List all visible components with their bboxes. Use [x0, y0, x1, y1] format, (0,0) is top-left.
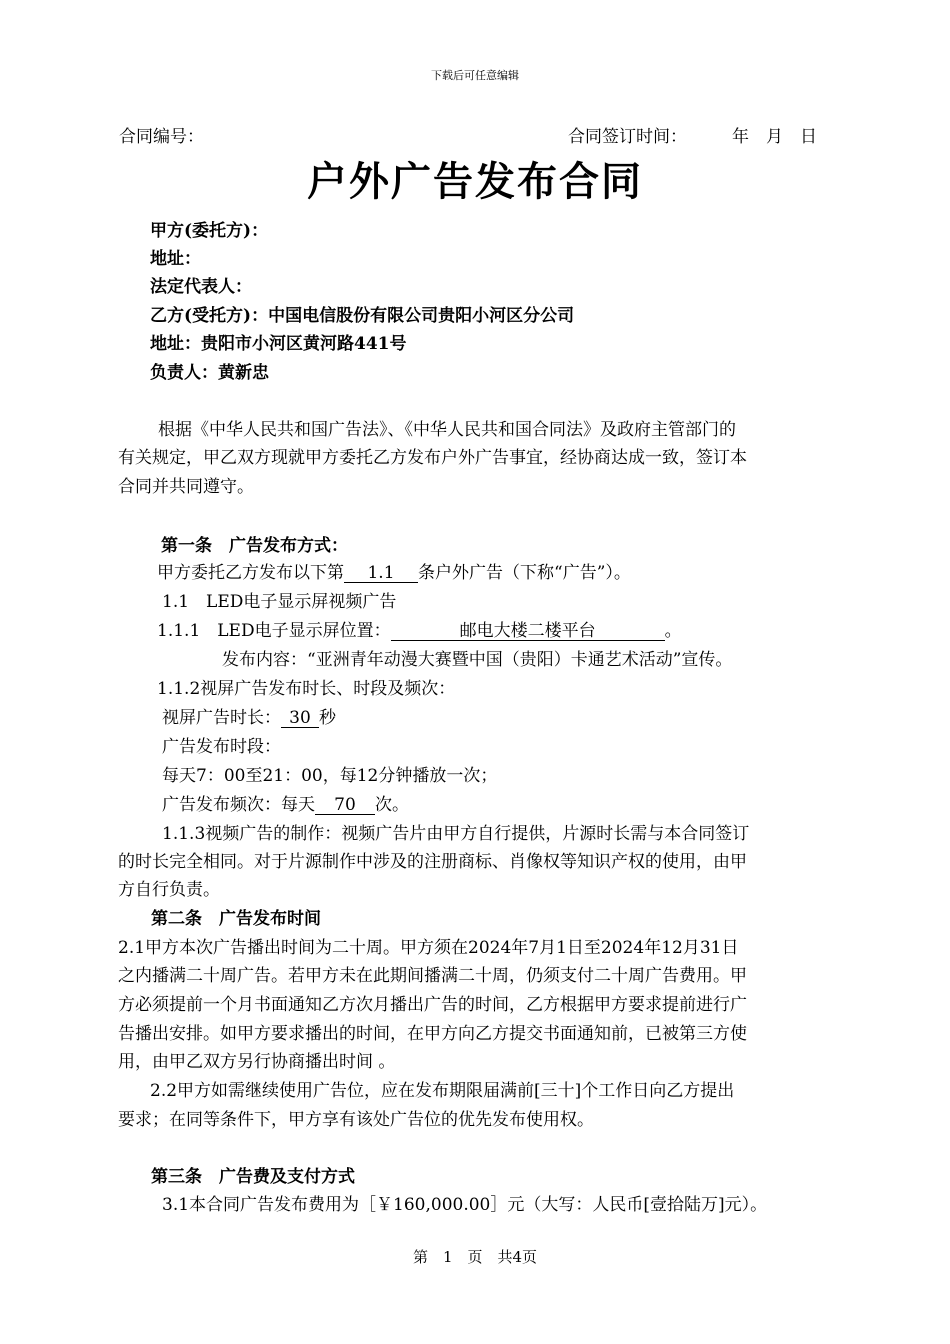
- article-2-line: 告播出安排。如甲方要求播出的时间，在甲方向乙方提交书面通知前，已被第三方使: [118, 1024, 747, 1044]
- article-2-line: 要求；在同等条件下，甲方享有该处广告位的优先发布使用权。: [118, 1110, 594, 1130]
- article-3-heading: 第三条 广告费及支付方式: [151, 1167, 355, 1187]
- page-title: 户外广告发布合同: [307, 158, 643, 205]
- production-line: 的时长完全相同。对于片源制作中涉及的注册商标、肖像权等知识产权的使用，由甲: [118, 852, 747, 872]
- period-value: 每天7：00至21：00，每12分钟播放一次；: [162, 766, 498, 786]
- article-2-line: 2.2甲方如需继续使用广告位，应在发布期限届满前[三十]个工作日向乙方提出: [150, 1081, 735, 1101]
- party-b: 乙方(受托方)：中国电信股份有限公司贵阳小河区分公司: [150, 306, 575, 326]
- contract-number-label: 合同编号：: [119, 127, 204, 147]
- party-b-address: 地址：贵阳市小河区黄河路441号: [150, 334, 407, 354]
- article-2-heading: 第二条 广告发布时间: [151, 909, 321, 929]
- article-3-line: 3.1本合同广告发布费用为［￥160,000.00］元（大写：人民币[壹拾陆万]元）。: [162, 1195, 768, 1215]
- section-1-1-2: 1.1.2视屏广告发布时长、时段及频次：: [157, 679, 456, 699]
- article-2-line: 之内播满二十周广告。若甲方未在此期间播满二十周，仍须支付二十周广告费用。甲: [118, 966, 747, 986]
- article-1-line: 甲方委托乙方发布以下第 1.1 条户外广告（下称“广告”）。: [157, 563, 631, 583]
- party-b-head: 负责人：黄新忠: [150, 363, 269, 383]
- article-2-line: 方必须提前一个月书面通知乙方次月播出广告的时间，乙方根据甲方要求提前进行广: [118, 995, 747, 1015]
- section-1-1: 1.1 LED电子显示屏视频广告: [162, 592, 397, 612]
- article-number-field: 1.1: [344, 564, 418, 583]
- frequency-line: 广告发布频次：每天 70 次。: [162, 795, 409, 815]
- frequency-field: 70: [315, 796, 375, 815]
- article-1-heading: 第一条 广告发布方式：: [161, 536, 348, 556]
- header-note: 下载后可任意编辑: [431, 69, 519, 82]
- sign-date-ymd: 年 月 日: [732, 127, 817, 147]
- article-2-line: 用，由甲乙双方另行协商播出时间 。: [118, 1052, 396, 1072]
- intro-line: 合同并共同遵守。: [118, 477, 254, 497]
- article-2-line: 2.1甲方本次广告播出时间为二十周。甲方须在2024年7月1日至2024年12月31日: [118, 938, 739, 958]
- intro-line: 根据《中华人民共和国广告法》、《中华人民共和国合同法》及政府主管部门的: [158, 420, 736, 440]
- duration-field: 30: [281, 709, 319, 728]
- period-label: 广告发布时段：: [162, 737, 281, 757]
- duration-line: 视屏广告时长： 30 秒: [162, 708, 336, 728]
- production-line: 1.1.3视频广告的制作：视频广告片由甲方自行提供，片源时长需与本合同签订: [162, 824, 750, 844]
- party-a-address: 地址：: [150, 249, 201, 269]
- screen-location-field: 邮电大楼二楼平台: [391, 622, 665, 641]
- intro-line: 有关规定，甲乙双方现就甲方委托乙方发布户外广告事宜，经协商达成一致，签订本: [118, 448, 747, 468]
- party-a-representative: 法定代表人：: [150, 277, 252, 297]
- page-footer: 第 1 页 共4页: [412, 1248, 538, 1266]
- party-a: 甲方(委托方)：: [150, 221, 269, 241]
- screen-location-line: 1.1.1 LED电子显示屏位置： 邮电大楼二楼平台 。: [157, 621, 682, 641]
- sign-date-label: 合同签订时间：: [568, 127, 687, 147]
- production-line: 方自行负责。: [118, 880, 220, 900]
- publish-content: 发布内容：“亚洲青年动漫大赛暨中国（贵阳）卡通艺术活动”宣传。: [222, 650, 733, 670]
